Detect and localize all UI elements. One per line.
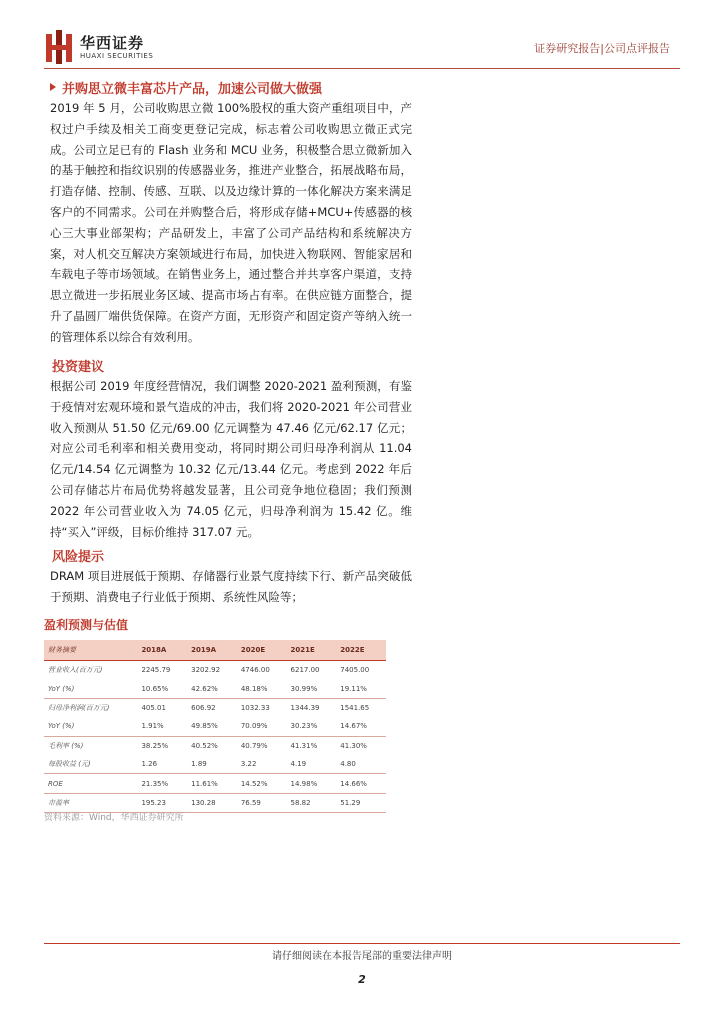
row-label: ROE (44, 774, 137, 793)
table-row (44, 717, 386, 736)
brand-name-cn: 华西证券 (80, 34, 145, 52)
table-row (44, 698, 386, 717)
table-cell: 21.35% (137, 774, 187, 793)
table-cell: 2245.79 (141, 666, 171, 675)
table-cell: 1.89 (187, 755, 237, 774)
table-cell: 14.66% (336, 774, 386, 793)
table-cell: 405.01 (141, 703, 166, 712)
risk-heading: 风险提示 (52, 550, 105, 565)
triangle-bullet-icon (50, 83, 56, 91)
table-cell: 14.67% (336, 717, 386, 736)
table-header-cell: 2019A (187, 640, 237, 661)
table-row (44, 755, 386, 774)
table-header-cell: 财务摘要 (44, 640, 137, 661)
table-cell: 6217.00 (290, 666, 320, 675)
table-cell: 14.98% (287, 774, 337, 793)
merger-heading: 并购思立微丰富芯片产品，加速公司做大做强 (62, 82, 323, 97)
footer-divider (44, 943, 680, 944)
brand-name-en: HUAXI SECURITIES (80, 52, 154, 60)
table-cell: 1541.65 (340, 703, 370, 712)
table-cell: 41.31% (290, 741, 318, 750)
table-cell: 4746.00 (240, 666, 270, 675)
table-cell: 3.22 (237, 755, 287, 774)
table-cell: 11.61% (187, 774, 237, 793)
table-cell: 195.23 (137, 793, 187, 812)
table-cell: 58.82 (287, 793, 337, 812)
risk-paragraph: DRAM 项目进展低于预期、存储器行业景气度持续下行、新产品突破低于预期、消费电子行业低于预期、系统性风险等； (50, 569, 412, 604)
table-row (44, 774, 386, 793)
table-header-row (44, 640, 386, 661)
table-heading: 盈利预测与估值 (44, 618, 129, 632)
table-header-cell: 2018A (137, 640, 187, 661)
table-cell: 130.28 (187, 793, 237, 812)
header-divider (44, 68, 680, 69)
table-row (44, 679, 386, 698)
row-label: 每股收益 (元) (44, 755, 137, 774)
table-cell: 41.30% (340, 741, 367, 750)
table-cell: 1.26 (137, 755, 187, 774)
huaxi-logo-icon (44, 30, 74, 64)
table-cell: 1344.39 (290, 703, 320, 712)
report-type-label: 证券研究报告|公司点评报告 (534, 42, 670, 55)
table-cell: 4.80 (336, 755, 386, 774)
table-row (44, 661, 386, 680)
table-cell: 30.23% (287, 717, 337, 736)
table-cell: 48.18% (237, 679, 287, 698)
table-cell: 606.92 (191, 703, 216, 712)
invest-paragraph: 根据公司 2019 年度经营情况，我们调整 2020-2021 盈利预测，有鉴于疫情对宏观环境和景气造成的冲击，我们将 2020-2021 年公司营业收入预测从 51.50 亿元/69.00 亿元调整为 47.46 亿元/62.17 亿元；对应公司毛利率和相关费用变动，将同时期公司归母净利润从 11.04 亿元/14.54 亿元调整为 10.32 亿元/13.44 亿元。考虑到 2022 年后公司存储芯片布局优势将越发显著，且公司竞争地位稳固；我们预测 2022 年公司营业收入为 74.05 亿元，归母净利润为 15.42 亿。维持“买入”评级，目标价维持 317.07 元。 (50, 379, 412, 539)
table-cell: 40.79% (240, 741, 268, 750)
merger-paragraph: 2019 年 5 月，公司收购思立微 100%股权的重大资产重组项目中，产权过户手续及相关工商变更登记完成，标志着公司收购思立微正式完成。公司立足已有的 Flash 业务和 MCU 业务，积极整合思立微新加入的基于触控和指纹识别的传感器业务，推进产业整合，拓展战略布局，打造存储、控制、传感、互联、以及边缘计算的一体化解决方案来满足客户的不同需求。公司在并购整合后，将形成存储+MCU+传感器的核心三大事业部架构；产品研发上，丰富了公司产品结构和系统解决方案，对人机交互解决方案领域进行布局，加快进入物联网、智能家居和车载电子等市场领域。在销售业务上，通过整合并共享客户渠道，支持思立微进一步拓展业务区域、提高市场占有率。在供应链方面整合，提升了晶圆厂端供货保障。在资产方面，无形资产和固定资产等纳入统一的管理体系以综合有效利用。 (50, 101, 412, 344)
table-cell: 38.25% (141, 741, 169, 750)
footer-disclaimer: 请仔细阅读在本报告尾部的重要法律声明 (272, 951, 452, 962)
table-cell: 40.52% (191, 741, 218, 750)
row-label: YoY (%) (44, 679, 137, 698)
row-label: 市盈率 (44, 793, 137, 812)
table-cell: 76.59 (237, 793, 287, 812)
table-cell: 19.11% (336, 679, 386, 698)
table-row (44, 736, 386, 755)
table-cell: 4.19 (287, 755, 337, 774)
table-header-cell: 2021E (287, 640, 337, 661)
table-cell: 14.52% (237, 774, 287, 793)
table-cell: 10.65% (137, 679, 187, 698)
row-label: YoY (%) (44, 717, 137, 736)
table-source-note: 资料来源：Wind，华西证券研究所 (44, 813, 184, 823)
table-header-cell: 2022E (336, 640, 386, 661)
invest-heading: 投资建议 (52, 360, 105, 375)
table-cell: 70.09% (237, 717, 287, 736)
row-label: 归母净利润(百万元) (48, 703, 110, 712)
table-cell: 51.29 (336, 793, 386, 812)
row-label: 毛利率 (%) (48, 741, 84, 750)
table-cell: 42.62% (187, 679, 237, 698)
table-cell: 1032.33 (240, 703, 270, 712)
financial-table (44, 640, 386, 813)
table-cell: 3202.92 (191, 666, 221, 675)
page-header (44, 30, 680, 70)
table-header-cell: 2020E (237, 640, 287, 661)
table-cell: 1.91% (137, 717, 187, 736)
table-cell: 30.99% (287, 679, 337, 698)
row-label: 营业收入(百万元) (48, 666, 103, 675)
table-cell: 7405.00 (340, 666, 370, 675)
table-cell: 49.85% (187, 717, 237, 736)
page-number: 2 (358, 973, 366, 986)
